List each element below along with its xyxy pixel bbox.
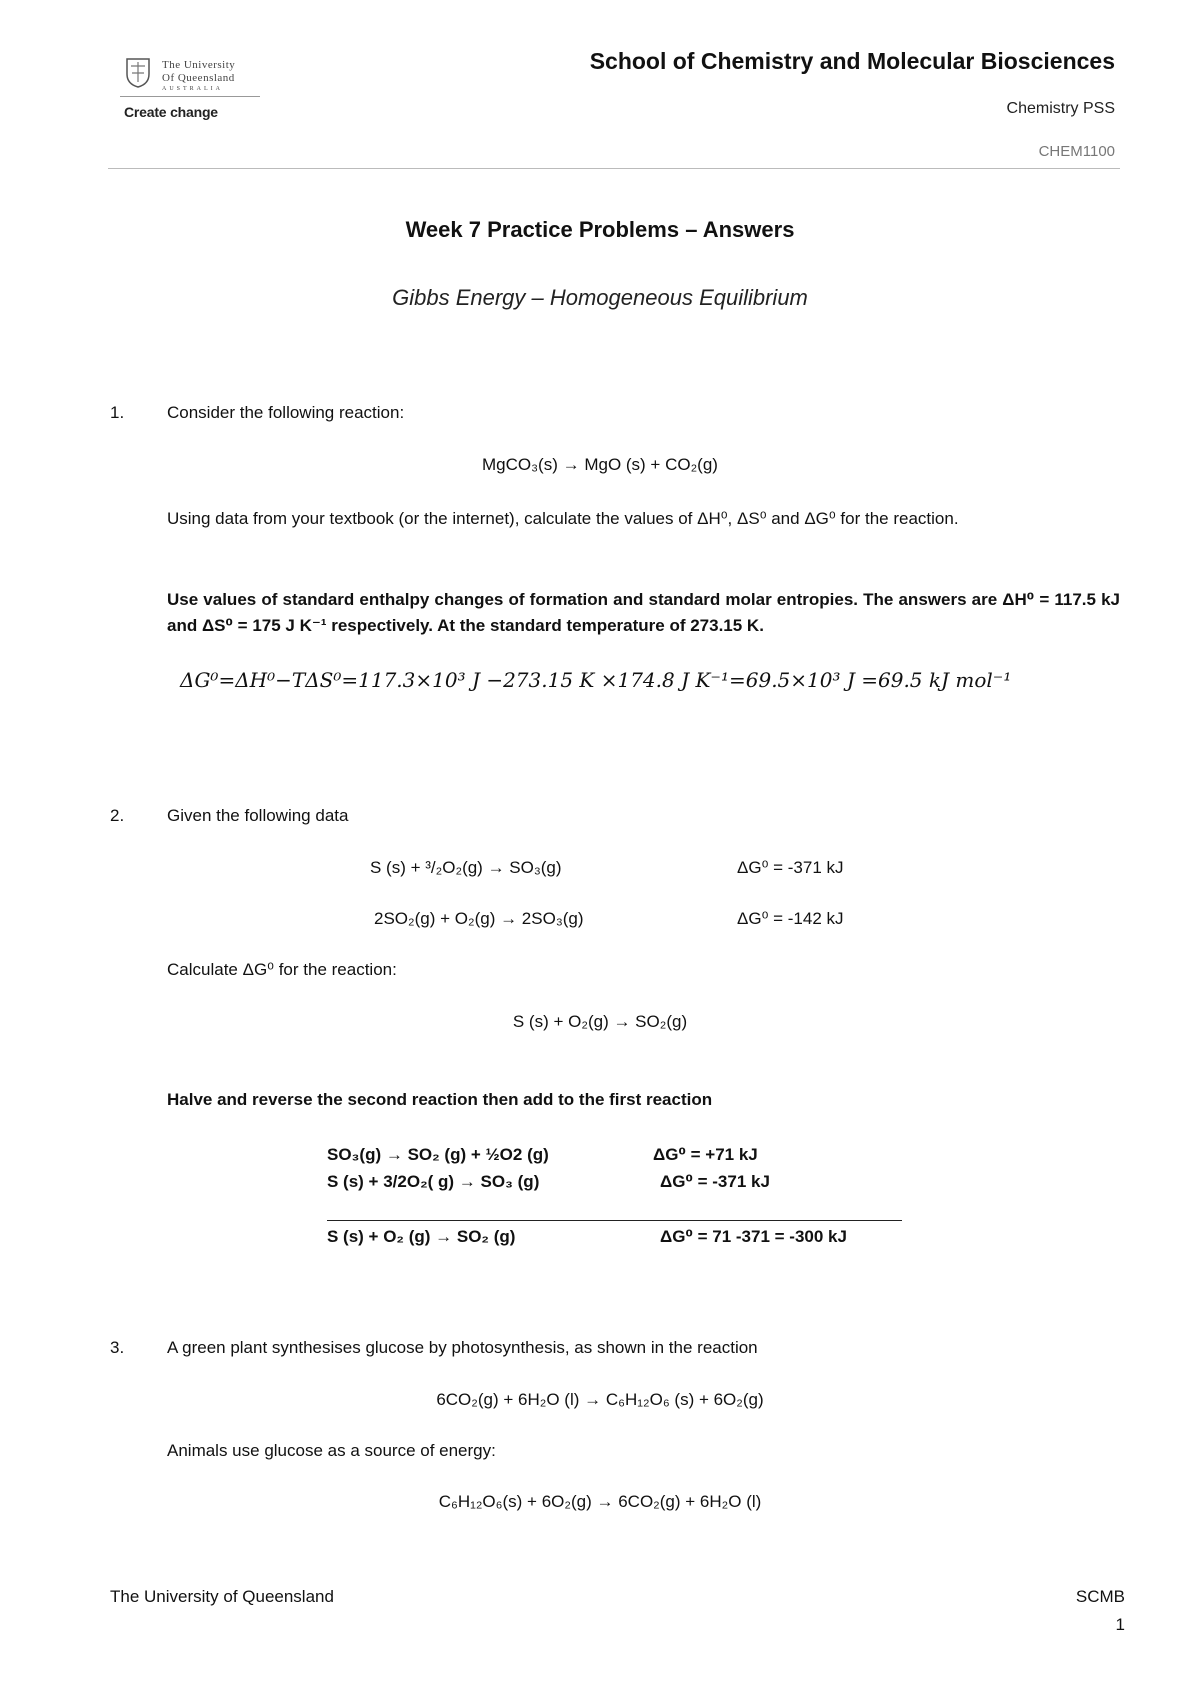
footer-school: SCMB [1075, 1587, 1125, 1606]
data-reaction-2: 2SO₂(g) + O₂(g) → 2SO₃(g) [374, 909, 584, 928]
gibbs-equation: ΔG⁰=ΔH⁰−TΔS⁰=117.3×10³ J −273.15 K ×174.8 J K⁻¹=69.5×10³ J =69.5 kJ mol⁻¹ [180, 668, 1012, 692]
sum-reaction: S (s) + O₂ (g) → SO₂ (g) [327, 1227, 516, 1246]
footer-university: The University of Queensland [110, 1587, 334, 1606]
respiration-reaction: C₆H₁₂O₆(s) + 6O₂(g) → 6CO₂(g) + 6H₂O (l) [438, 1492, 762, 1511]
question-2-intro: Given the following data [167, 806, 349, 825]
university-logo [118, 56, 268, 128]
question-1-intro: Consider the following reaction: [167, 403, 405, 422]
question-1-answer: Use values of standard enthalpy changes of formation and standard molar entropies. The answers are ΔH⁰ = 117.5 kJ and ΔS⁰ = 175 J K⁻¹ respectively. At the standard temperature of 273.15 K. [167, 590, 1120, 635]
page-title: Week 7 Practice Problems – Answers [405, 217, 795, 242]
question-1-reaction: MgCO₃(s) → MgO (s) + CO₂(g) [482, 455, 718, 474]
photosynthesis-reaction: 6CO₂(g) + 6H₂O (l) → C₆H₁₂O₆ (s) + 6O₂(g) [436, 1390, 764, 1409]
question-3-intro: A green plant synthesises glucose by photosynthesis, as shown in the reaction [167, 1338, 758, 1357]
question-2-text: Calculate ΔG⁰ for the reaction: [167, 960, 397, 979]
data-reaction-2-dg: ΔG⁰ = -142 kJ [737, 909, 844, 928]
logo-text-line2: Of Queensland [162, 72, 235, 84]
course-name: Chemistry PSS [1006, 100, 1115, 117]
logo-tagline: Create change [124, 104, 218, 120]
logo-text-line1: The University [162, 59, 236, 71]
logo-text-line3: AUSTRALIA [162, 86, 223, 92]
step-reaction-1: SO₃(g) → SO₂ (g) + ½O2 (g) [327, 1145, 549, 1164]
logo-rule [120, 96, 260, 97]
page-number: 1 [1115, 1615, 1125, 1634]
data-reaction-1-dg: ΔG⁰ = -371 kJ [737, 858, 844, 877]
course-code: CHEM1100 [1038, 143, 1115, 160]
question-2-number: 2. [110, 806, 125, 825]
question-2-method: Halve and reverse the second reaction then add to the first reaction [167, 1090, 713, 1109]
target-reaction: S (s) + O₂(g) → SO₂(g) [512, 1012, 688, 1031]
school-name: School of Chemistry and Molecular Biosciences [589, 48, 1115, 74]
crest-icon [126, 58, 150, 88]
data-reaction-1: S (s) + ³/₂O₂(g) → SO₃(g) [370, 858, 562, 877]
step-reaction-2: S (s) + 3/2O₂( g) → SO₃ (g) [327, 1172, 540, 1191]
sum-reaction-dg: ΔG⁰ = 71 -371 = -300 kJ [660, 1227, 847, 1246]
page-subtitle: Gibbs Energy – Homogeneous Equilibrium [392, 285, 808, 310]
step-reaction-1-dg: ΔG⁰ = +71 kJ [653, 1145, 758, 1164]
step-reaction-2-dg: ΔG⁰ = -371 kJ [660, 1172, 770, 1191]
question-1-text: Using data from your textbook (or the internet), calculate the values of ΔH⁰, ΔS⁰ and ΔG⁰ for the reaction. [167, 509, 959, 528]
sum-divider [327, 1220, 902, 1221]
question-3-middle: Animals use glucose as a source of energy: [167, 1441, 496, 1460]
question-3-number: 3. [110, 1338, 125, 1357]
question-1-number: 1. [110, 403, 125, 422]
header-divider [108, 168, 1120, 169]
